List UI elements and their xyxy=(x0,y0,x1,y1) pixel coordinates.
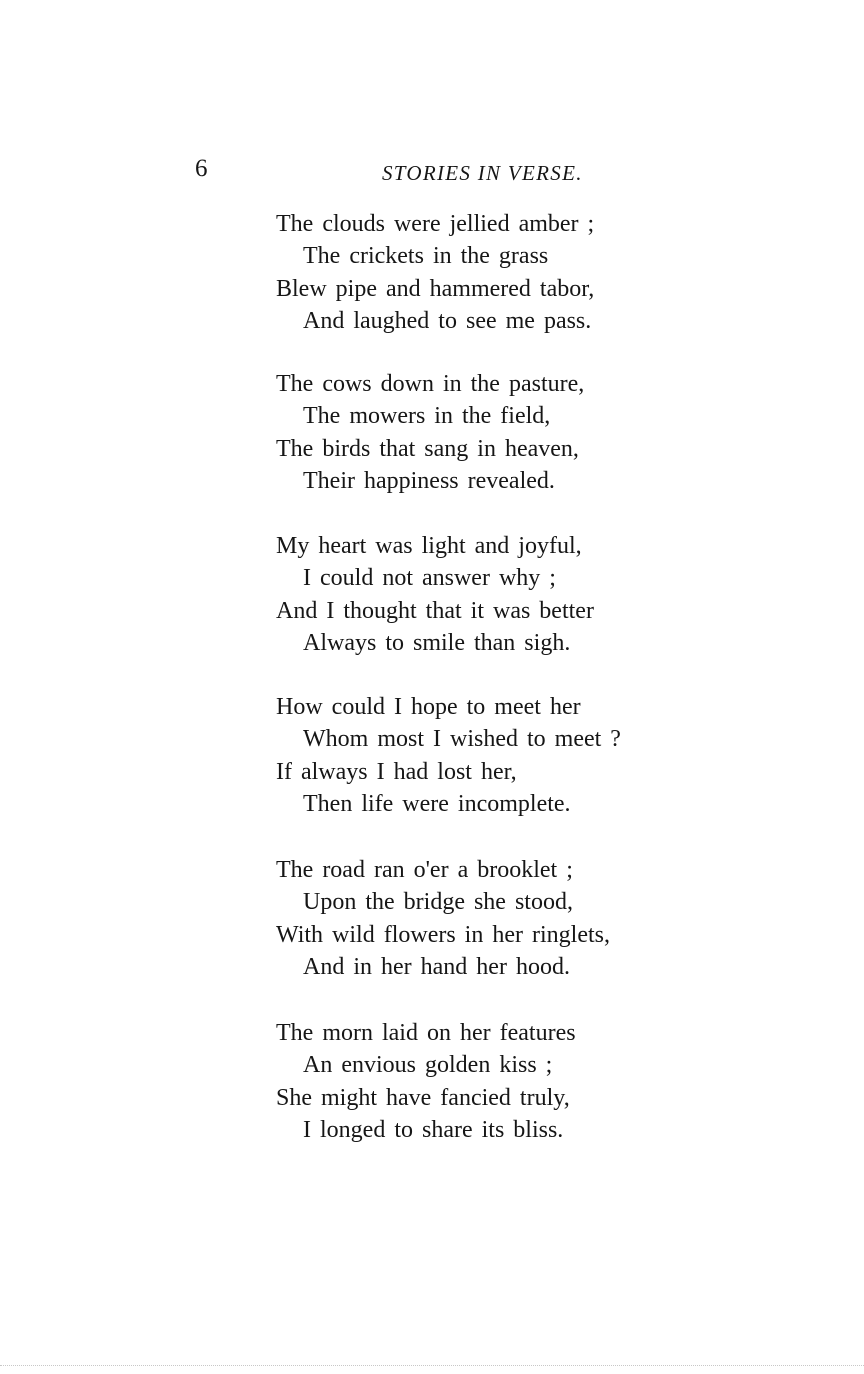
poem-line: With wild flowers in her ringlets, xyxy=(276,921,610,948)
poem-line: The birds that sang in heaven, xyxy=(276,435,579,462)
stanza-4 xyxy=(276,691,621,820)
poem-line: Then life were incomplete. xyxy=(303,790,571,817)
stanza-6 xyxy=(276,1017,576,1146)
poem-line: And in her hand her hood. xyxy=(303,953,570,980)
poem-line: The cows down in the pasture, xyxy=(276,371,585,397)
stanza-1 xyxy=(276,208,594,337)
poem-line: How could I hope to meet her xyxy=(276,694,581,720)
poem-line: I longed to share its bliss. xyxy=(303,1116,564,1143)
poem-line: Their happiness revealed. xyxy=(303,467,555,494)
poem-line: I could not answer why ; xyxy=(303,565,556,592)
poem-line: Blew pipe and hammered tabor, xyxy=(276,275,595,302)
page-number: 6 xyxy=(195,155,208,182)
poem-line: If always I had lost her, xyxy=(276,758,517,785)
stanza-3 xyxy=(276,530,594,659)
poem-line: And laughed to see me pass. xyxy=(303,307,592,334)
poem-line: The morn laid on her features xyxy=(276,1020,576,1046)
poem-line: She might have fancied truly, xyxy=(276,1084,570,1111)
page-bottom-edge xyxy=(0,1364,864,1366)
running-title: STORIES IN VERSE. xyxy=(382,161,583,185)
poem-line: Upon the bridge she stood, xyxy=(303,889,573,916)
poem-line: The crickets in the grass xyxy=(303,243,549,270)
poem-line: My heart was light and joyful, xyxy=(276,533,582,559)
poem-line: An envious golden kiss ; xyxy=(303,1052,553,1079)
stanza-5 xyxy=(276,854,610,983)
stanza-2 xyxy=(276,368,584,497)
poem-line: The road ran o'er a brooklet ; xyxy=(276,857,573,883)
poem-line: Whom most I wished to meet ? xyxy=(303,726,621,753)
poem-line: Always to smile than sigh. xyxy=(303,629,571,656)
poem-line: And I thought that it was better xyxy=(276,597,594,624)
poem-line: The mowers in the field, xyxy=(303,403,551,430)
poem-line: The clouds were jellied amber ; xyxy=(276,211,595,237)
